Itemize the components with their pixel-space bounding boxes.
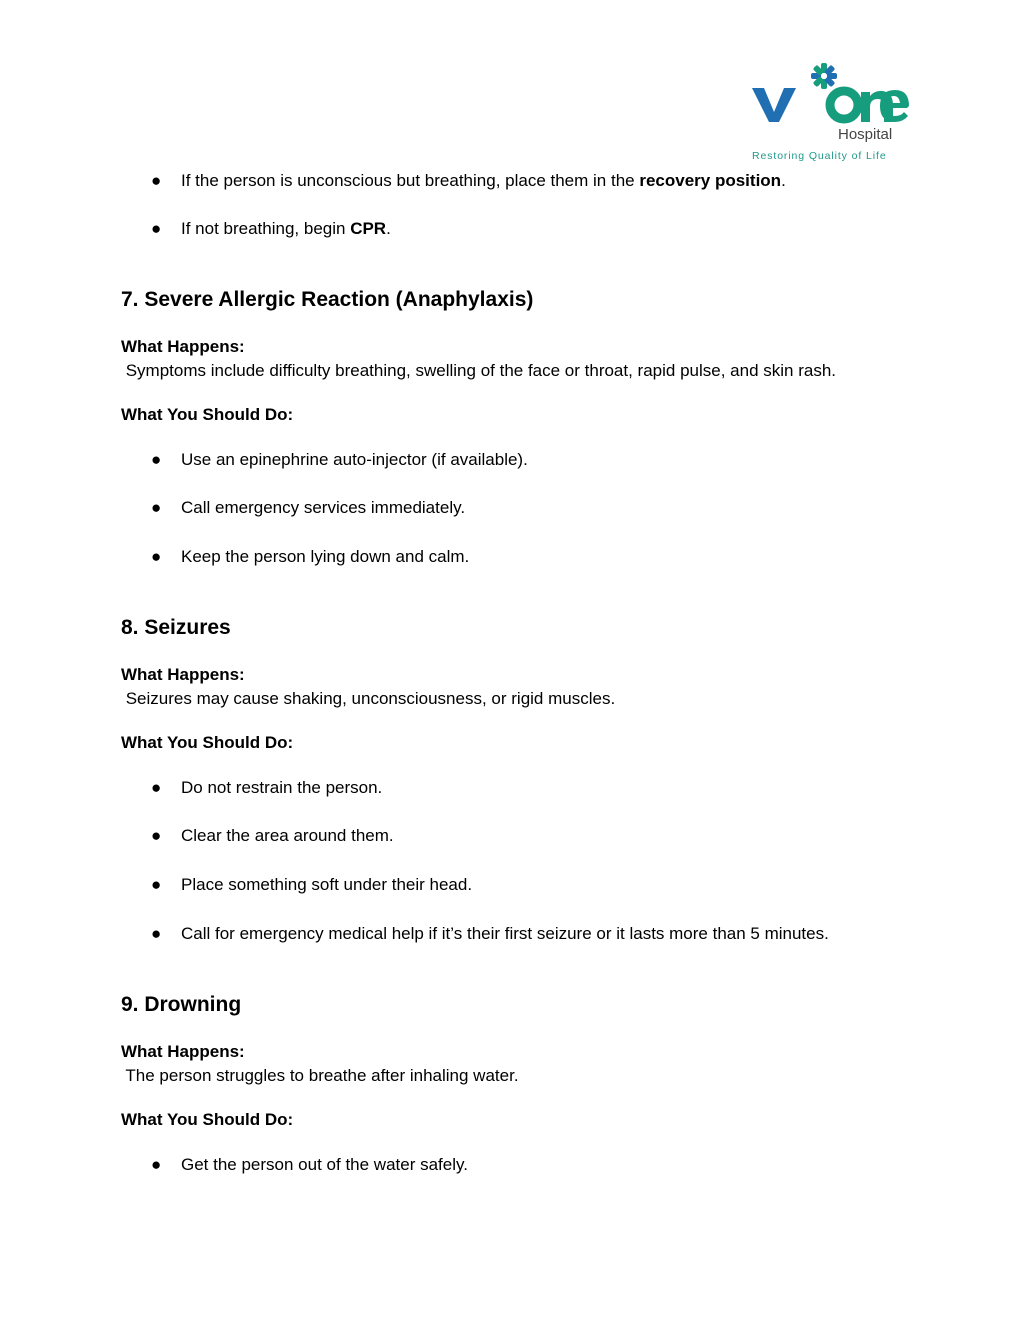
bullet-icon: ●: [151, 171, 162, 190]
what-happens-text: Seizures may cause shaking, unconsciousness, or rigid muscles.: [121, 689, 616, 708]
logo-subtitle: Hospital: [838, 126, 893, 143]
list-item-text: .: [781, 171, 786, 190]
what-happens-label: What Happens:: [121, 665, 245, 684]
what-to-do-label: What You Should Do:: [121, 733, 294, 752]
list-item: [181, 219, 391, 239]
bullet-icon: ●: [151, 875, 162, 894]
bullet-icon: ●: [151, 498, 162, 517]
bullet-icon: ●: [151, 924, 162, 943]
list-item: Clear the area around them.: [181, 826, 394, 845]
list-item: Place something soft under their head.: [181, 875, 473, 894]
section-heading: 8. Seizures: [121, 616, 231, 639]
bullet-icon: ●: [151, 778, 162, 797]
list-item-text: If not breathing, begin: [181, 219, 351, 238]
what-happens-label: What Happens:: [121, 1042, 245, 1061]
list-item: [181, 171, 786, 191]
bullet-icon: ●: [151, 547, 162, 566]
bullet-icon: ●: [151, 219, 162, 238]
what-happens-text: The person struggles to breathe after inhaling water.: [121, 1066, 519, 1085]
list-item: Use an epinephrine auto-injector (if available).: [181, 450, 528, 469]
list-item-bold: recovery position: [639, 171, 782, 190]
section-heading: 9. Drowning: [121, 993, 242, 1016]
bullet-icon: ●: [151, 826, 162, 845]
bullet-icon: ●: [151, 1155, 162, 1174]
what-happens-text: Symptoms include difficulty breathing, swelling of the face or throat, rapid pulse, and skin rash.: [121, 361, 837, 380]
list-item-bold: CPR: [350, 219, 387, 238]
list-item-text: If the person is unconscious but breathing, place them in the: [181, 171, 640, 190]
list-item: Do not restrain the person.: [181, 778, 383, 797]
logo-e-icon: [880, 88, 910, 124]
what-to-do-label: What You Should Do:: [121, 1110, 294, 1129]
hospital-logo: [750, 60, 910, 165]
section-heading: 7. Severe Allergic Reaction (Anaphylaxis): [121, 288, 534, 311]
logo-tagline: Restoring Quality of Life: [752, 150, 887, 162]
list-item: Call emergency services immediately.: [181, 498, 466, 517]
what-happens-label: What Happens:: [121, 337, 245, 356]
bullet-icon: ●: [151, 450, 162, 469]
list-item: Keep the person lying down and calm.: [181, 547, 470, 566]
list-item: Call for emergency medical help if it’s their first seizure or it lasts more than 5 minutes.: [181, 924, 829, 943]
list-item-text: .: [386, 219, 391, 238]
what-to-do-label: What You Should Do:: [121, 405, 294, 424]
list-item: Get the person out of the water safely.: [181, 1155, 468, 1174]
